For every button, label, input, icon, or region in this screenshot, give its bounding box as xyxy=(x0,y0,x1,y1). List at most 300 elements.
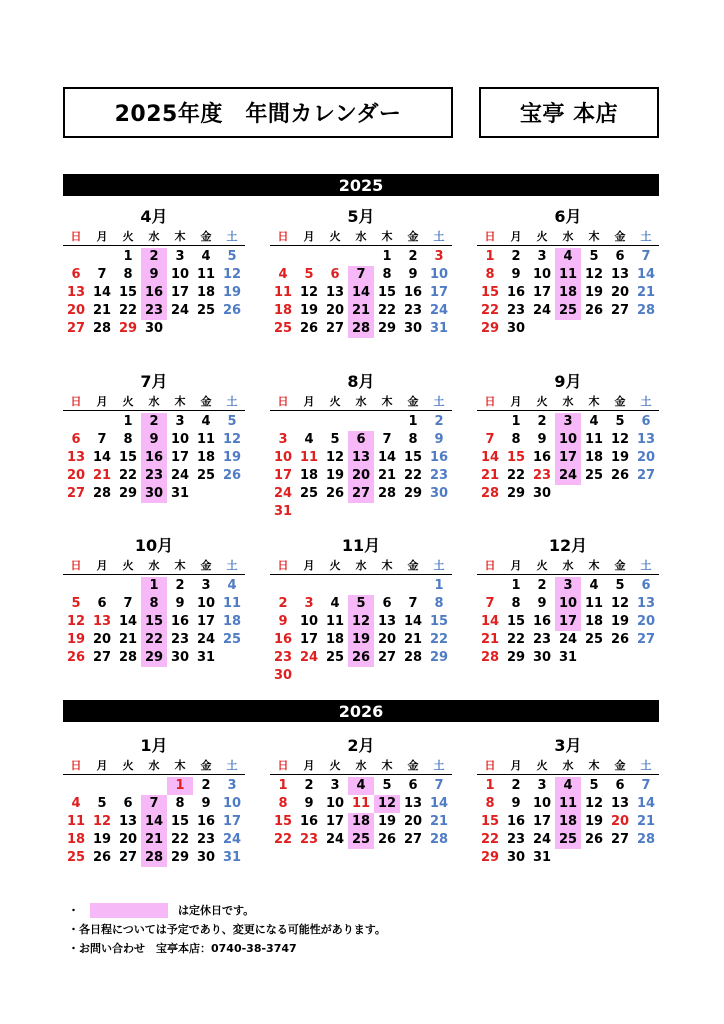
day-cell: 30 xyxy=(170,650,190,665)
day-cell: 29 xyxy=(506,650,526,665)
day-cell: 12 xyxy=(584,267,604,282)
day-cell: 8 xyxy=(511,432,521,447)
day-cell: 23 xyxy=(429,468,449,483)
weekday-header xyxy=(63,557,245,575)
day-cell: 2 xyxy=(175,578,185,593)
day-cell: 10 xyxy=(170,267,190,282)
day-cell: 13 xyxy=(92,614,112,629)
day-cell: 15 xyxy=(273,814,293,829)
day-cell: 17 xyxy=(170,285,190,300)
day-cell: 7 xyxy=(97,432,107,447)
closed-day-cell: 9 xyxy=(141,266,167,284)
day-cell: 22 xyxy=(403,468,423,483)
empty-cell xyxy=(348,413,374,431)
day-cell: 28 xyxy=(92,486,112,501)
weekday-label: 土 xyxy=(433,230,445,243)
day-cell: 26 xyxy=(325,486,345,501)
weekday-label: 火 xyxy=(536,559,548,572)
empty-cell xyxy=(115,577,141,595)
contact-text: お問い合わせ 宝亭本店：0740-38-3747 xyxy=(79,942,297,955)
weekday-label: 木 xyxy=(381,230,393,243)
legend-text: は定休日です。 xyxy=(178,904,255,917)
day-cell: 11 xyxy=(299,450,319,465)
weekday-label: 金 xyxy=(614,395,626,408)
month-title: 6月 xyxy=(554,207,582,226)
day-cell: 5 xyxy=(227,249,237,264)
day-cell: 28 xyxy=(636,303,656,318)
day-cell: 4 xyxy=(201,249,211,264)
empty-cell xyxy=(63,577,89,595)
weekday-label: 水 xyxy=(355,559,367,572)
day-cell: 11 xyxy=(196,267,216,282)
day-cell: 16 xyxy=(299,814,319,829)
day-cell: 31 xyxy=(170,486,190,501)
day-cell: 11 xyxy=(273,285,293,300)
day-cell: 5 xyxy=(97,796,107,811)
closed-day-cell: 2 xyxy=(141,413,167,431)
day-cell: 12 xyxy=(222,432,242,447)
weekday-label: 土 xyxy=(640,230,652,243)
day-cell: 30 xyxy=(506,321,526,336)
day-cell: 1 xyxy=(123,249,133,264)
day-cell: 26 xyxy=(222,303,242,318)
empty-cell xyxy=(374,577,400,595)
day-cell: 17 xyxy=(429,285,449,300)
closed-day-cell: 27 xyxy=(348,485,374,503)
weekday-label: 日 xyxy=(277,230,289,243)
closed-day-cell: 5 xyxy=(348,595,374,613)
weekday-label: 土 xyxy=(640,395,652,408)
month-2026-3 xyxy=(477,735,659,867)
day-cell: 10 xyxy=(299,614,319,629)
day-cell: 9 xyxy=(511,267,521,282)
day-cell: 7 xyxy=(434,778,444,793)
day-grid xyxy=(270,411,452,521)
day-cell: 28 xyxy=(480,650,500,665)
day-cell: 5 xyxy=(589,778,599,793)
day-cell: 25 xyxy=(196,468,216,483)
day-cell: 31 xyxy=(196,650,216,665)
weekday-label: 月 xyxy=(303,230,315,243)
closed-day-cell: 14 xyxy=(141,813,167,831)
day-cell: 25 xyxy=(196,303,216,318)
day-cell: 19 xyxy=(325,468,345,483)
day-cell: 28 xyxy=(429,832,449,847)
month-title: 9月 xyxy=(554,372,582,391)
weekday-header xyxy=(63,228,245,246)
day-cell: 1 xyxy=(485,249,495,264)
day-cell: 7 xyxy=(485,596,495,611)
day-cell: 22 xyxy=(273,832,293,847)
day-cell: 12 xyxy=(610,596,630,611)
day-cell: 28 xyxy=(377,486,397,501)
day-cell: 2 xyxy=(511,249,521,264)
day-cell: 10 xyxy=(196,596,216,611)
day-cell: 13 xyxy=(610,267,630,282)
day-cell: 3 xyxy=(175,414,185,429)
weekday-label: 木 xyxy=(381,559,393,572)
day-cell: 12 xyxy=(610,432,630,447)
day-cell: 19 xyxy=(584,814,604,829)
day-grid xyxy=(63,575,245,667)
empty-cell xyxy=(296,577,322,595)
weekday-label: 月 xyxy=(96,230,108,243)
weekday-label: 木 xyxy=(588,230,600,243)
day-grid xyxy=(477,775,659,867)
day-cell: 3 xyxy=(537,249,547,264)
day-cell: 21 xyxy=(636,814,656,829)
closed-day-cell: 25 xyxy=(348,831,374,849)
weekday-label: 木 xyxy=(588,559,600,572)
day-cell: 20 xyxy=(66,468,86,483)
day-cell: 13 xyxy=(325,285,345,300)
day-cell: 22 xyxy=(506,468,526,483)
weekday-label: 木 xyxy=(588,395,600,408)
day-cell: 22 xyxy=(480,303,500,318)
closed-day-cell: 23 xyxy=(141,467,167,485)
closed-day-cell: 18 xyxy=(348,813,374,831)
day-cell: 15 xyxy=(480,814,500,829)
day-cell: 3 xyxy=(175,249,185,264)
weekday-label: 金 xyxy=(200,759,212,772)
closed-day-cell: 1 xyxy=(167,777,193,795)
day-cell: 11 xyxy=(196,432,216,447)
day-cell: 16 xyxy=(196,814,216,829)
month-2026-2 xyxy=(270,735,452,849)
weekday-label: 月 xyxy=(96,759,108,772)
month-2025-3 xyxy=(477,206,659,338)
closed-day-cell: 1 xyxy=(141,577,167,595)
day-cell: 5 xyxy=(330,432,340,447)
weekday-label: 水 xyxy=(148,230,160,243)
note-bullet: ・ xyxy=(68,942,79,955)
day-cell: 9 xyxy=(304,796,314,811)
day-cell: 8 xyxy=(511,596,521,611)
month-title: 12月 xyxy=(548,536,588,555)
month-2025-2 xyxy=(270,206,452,338)
closed-day-cell: 28 xyxy=(348,320,374,338)
day-cell: 2 xyxy=(278,596,288,611)
weekday-label: 土 xyxy=(226,230,238,243)
day-cell: 23 xyxy=(532,632,552,647)
day-cell: 6 xyxy=(71,432,81,447)
weekday-label: 日 xyxy=(484,759,496,772)
closed-day-cell: 3 xyxy=(555,577,581,595)
closed-day-cell: 20 xyxy=(348,467,374,485)
closed-day-cell: 12 xyxy=(348,613,374,631)
day-cell: 7 xyxy=(485,432,495,447)
day-cell: 15 xyxy=(429,614,449,629)
day-cell: 13 xyxy=(610,796,630,811)
day-cell: 12 xyxy=(299,285,319,300)
day-cell: 9 xyxy=(278,614,288,629)
weekday-header xyxy=(270,228,452,246)
closed-day-cell: 7 xyxy=(348,266,374,284)
closed-day-cell: 17 xyxy=(555,613,581,631)
month-title: 10月 xyxy=(134,536,174,555)
day-cell: 24 xyxy=(222,832,242,847)
closed-day-cell: 18 xyxy=(555,284,581,302)
day-cell: 15 xyxy=(480,285,500,300)
day-cell: 6 xyxy=(330,267,340,282)
day-cell: 21 xyxy=(92,303,112,318)
day-cell: 2 xyxy=(201,778,211,793)
day-grid xyxy=(477,411,659,503)
day-cell: 17 xyxy=(325,814,345,829)
month-2025-9 xyxy=(477,535,659,667)
weekday-header xyxy=(270,557,452,575)
day-cell: 29 xyxy=(118,486,138,501)
day-cell: 17 xyxy=(273,468,293,483)
day-cell: 4 xyxy=(304,432,314,447)
day-cell: 14 xyxy=(377,450,397,465)
day-cell: 28 xyxy=(92,321,112,336)
closed-day-cell: 4 xyxy=(555,248,581,266)
weekday-header xyxy=(477,557,659,575)
month-2025-5 xyxy=(270,371,452,521)
weekday-label: 土 xyxy=(640,559,652,572)
day-cell: 6 xyxy=(408,778,418,793)
weekday-label: 水 xyxy=(148,395,160,408)
weekday-label: 火 xyxy=(536,759,548,772)
weekday-header xyxy=(270,757,452,775)
weekday-header xyxy=(477,228,659,246)
day-cell: 31 xyxy=(222,850,242,865)
weekday-label: 木 xyxy=(381,759,393,772)
weekday-label: 火 xyxy=(329,559,341,572)
day-cell: 14 xyxy=(480,614,500,629)
weekday-label: 日 xyxy=(484,559,496,572)
day-cell: 25 xyxy=(222,632,242,647)
closed-day-cell: 23 xyxy=(141,302,167,320)
year-bar-2026: 2026 xyxy=(63,700,659,722)
day-cell: 29 xyxy=(429,650,449,665)
day-cell: 24 xyxy=(170,303,190,318)
weekday-label: 土 xyxy=(433,559,445,572)
weekday-label: 土 xyxy=(433,395,445,408)
day-cell: 13 xyxy=(636,596,656,611)
day-cell: 19 xyxy=(66,632,86,647)
month-title: 2月 xyxy=(347,736,375,755)
weekday-label: 日 xyxy=(70,559,82,572)
day-cell: 24 xyxy=(170,468,190,483)
day-cell: 27 xyxy=(403,832,423,847)
day-cell: 3 xyxy=(434,249,444,264)
day-cell: 17 xyxy=(170,450,190,465)
day-cell: 18 xyxy=(584,450,604,465)
day-cell: 4 xyxy=(227,578,237,593)
day-cell: 26 xyxy=(66,650,86,665)
closed-day-swatch xyxy=(90,903,168,918)
day-cell: 13 xyxy=(377,614,397,629)
day-cell: 21 xyxy=(92,468,112,483)
day-cell: 18 xyxy=(325,632,345,647)
closed-day-cell: 28 xyxy=(141,849,167,867)
day-cell: 15 xyxy=(170,814,190,829)
weekday-label: 月 xyxy=(510,559,522,572)
day-cell: 4 xyxy=(278,267,288,282)
day-cell: 28 xyxy=(403,650,423,665)
day-cell: 29 xyxy=(506,486,526,501)
day-cell: 12 xyxy=(92,814,112,829)
day-cell: 24 xyxy=(325,832,345,847)
store-name: 宝亭 本店 xyxy=(479,87,659,138)
day-cell: 12 xyxy=(325,450,345,465)
day-cell: 6 xyxy=(615,249,625,264)
closed-day-cell: 4 xyxy=(555,777,581,795)
empty-cell xyxy=(115,777,141,795)
weekday-label: 水 xyxy=(562,395,574,408)
closed-day-cell: 24 xyxy=(555,467,581,485)
weekday-label: 月 xyxy=(510,759,522,772)
day-cell: 4 xyxy=(71,796,81,811)
weekday-header xyxy=(63,757,245,775)
day-cell: 1 xyxy=(485,778,495,793)
day-grid xyxy=(63,246,245,338)
closed-day-cell: 11 xyxy=(555,795,581,813)
closed-day-cell: 21 xyxy=(348,302,374,320)
day-cell: 16 xyxy=(506,814,526,829)
day-cell: 7 xyxy=(641,778,651,793)
weekday-header xyxy=(270,393,452,411)
empty-cell xyxy=(63,777,89,795)
weekday-label: 火 xyxy=(536,230,548,243)
day-cell: 4 xyxy=(201,414,211,429)
day-cell: 16 xyxy=(429,450,449,465)
weekday-label: 水 xyxy=(562,230,574,243)
day-cell: 15 xyxy=(506,450,526,465)
weekday-label: 日 xyxy=(277,759,289,772)
day-cell: 10 xyxy=(532,267,552,282)
month-2025-8 xyxy=(270,535,452,685)
day-cell: 3 xyxy=(201,578,211,593)
day-cell: 27 xyxy=(377,650,397,665)
day-cell: 18 xyxy=(584,614,604,629)
month-title: 7月 xyxy=(140,372,168,391)
day-cell: 15 xyxy=(118,450,138,465)
day-cell: 22 xyxy=(480,832,500,847)
day-cell: 29 xyxy=(480,321,500,336)
day-cell: 8 xyxy=(382,267,392,282)
day-cell: 26 xyxy=(610,632,630,647)
day-cell: 21 xyxy=(429,814,449,829)
day-cell: 22 xyxy=(118,468,138,483)
day-cell: 13 xyxy=(118,814,138,829)
day-cell: 29 xyxy=(118,321,138,336)
day-cell: 30 xyxy=(532,650,552,665)
day-cell: 3 xyxy=(537,778,547,793)
weekday-label: 木 xyxy=(174,559,186,572)
day-cell: 16 xyxy=(273,632,293,647)
day-cell: 31 xyxy=(429,321,449,336)
day-cell: 3 xyxy=(278,432,288,447)
day-cell: 13 xyxy=(66,450,86,465)
day-cell: 30 xyxy=(196,850,216,865)
day-cell: 22 xyxy=(506,632,526,647)
day-cell: 7 xyxy=(97,267,107,282)
day-cell: 11 xyxy=(351,796,371,811)
closed-day-cell: 9 xyxy=(141,431,167,449)
day-cell: 9 xyxy=(201,796,211,811)
day-cell: 12 xyxy=(584,796,604,811)
day-cell: 18 xyxy=(273,303,293,318)
day-cell: 27 xyxy=(66,486,86,501)
day-cell: 24 xyxy=(532,303,552,318)
day-cell: 8 xyxy=(434,596,444,611)
closed-day-cell: 25 xyxy=(555,302,581,320)
month-title: 8月 xyxy=(347,372,375,391)
weekday-label: 木 xyxy=(174,230,186,243)
weekday-label: 火 xyxy=(122,395,134,408)
day-cell: 3 xyxy=(330,778,340,793)
weekday-label: 水 xyxy=(355,230,367,243)
month-2025-6 xyxy=(477,371,659,503)
day-cell: 19 xyxy=(610,614,630,629)
empty-cell xyxy=(322,577,348,595)
day-cell: 8 xyxy=(123,432,133,447)
day-grid xyxy=(63,411,245,503)
weekday-label: 日 xyxy=(277,559,289,572)
day-grid xyxy=(270,575,452,685)
weekday-label: 金 xyxy=(614,559,626,572)
weekday-label: 日 xyxy=(484,230,496,243)
day-cell: 2 xyxy=(434,414,444,429)
empty-cell xyxy=(141,777,167,795)
day-cell: 16 xyxy=(532,450,552,465)
day-cell: 14 xyxy=(118,614,138,629)
day-cell: 26 xyxy=(584,303,604,318)
weekday-label: 月 xyxy=(303,395,315,408)
day-cell: 31 xyxy=(558,650,578,665)
weekday-label: 火 xyxy=(122,759,134,772)
month-title: 5月 xyxy=(347,207,375,226)
weekday-label: 木 xyxy=(588,759,600,772)
month-title: 3月 xyxy=(554,736,582,755)
closed-day-cell: 22 xyxy=(141,631,167,649)
day-cell: 22 xyxy=(118,303,138,318)
day-cell: 1 xyxy=(123,414,133,429)
day-cell: 9 xyxy=(408,267,418,282)
day-cell: 8 xyxy=(408,432,418,447)
day-cell: 21 xyxy=(377,468,397,483)
day-cell: 27 xyxy=(66,321,86,336)
day-cell: 31 xyxy=(273,504,293,519)
day-cell: 6 xyxy=(641,578,651,593)
weekday-label: 金 xyxy=(614,759,626,772)
schedule-text: 各日程については予定であり、変更になる可能性があります。 xyxy=(79,923,386,936)
note-bullet: ・ xyxy=(68,923,79,936)
closed-day-cell: 14 xyxy=(348,284,374,302)
day-cell: 27 xyxy=(610,832,630,847)
day-cell: 23 xyxy=(403,303,423,318)
day-cell: 22 xyxy=(429,632,449,647)
day-cell: 28 xyxy=(118,650,138,665)
day-cell: 8 xyxy=(123,267,133,282)
day-cell: 19 xyxy=(584,285,604,300)
day-cell: 8 xyxy=(485,267,495,282)
day-cell: 9 xyxy=(434,432,444,447)
day-cell: 21 xyxy=(118,632,138,647)
day-cell: 11 xyxy=(584,432,604,447)
day-cell: 22 xyxy=(170,832,190,847)
day-cell: 21 xyxy=(480,632,500,647)
day-cell: 14 xyxy=(92,450,112,465)
day-cell: 9 xyxy=(175,596,185,611)
day-cell: 24 xyxy=(299,650,319,665)
day-cell: 10 xyxy=(170,432,190,447)
closed-day-cell: 8 xyxy=(141,595,167,613)
day-cell: 24 xyxy=(196,632,216,647)
